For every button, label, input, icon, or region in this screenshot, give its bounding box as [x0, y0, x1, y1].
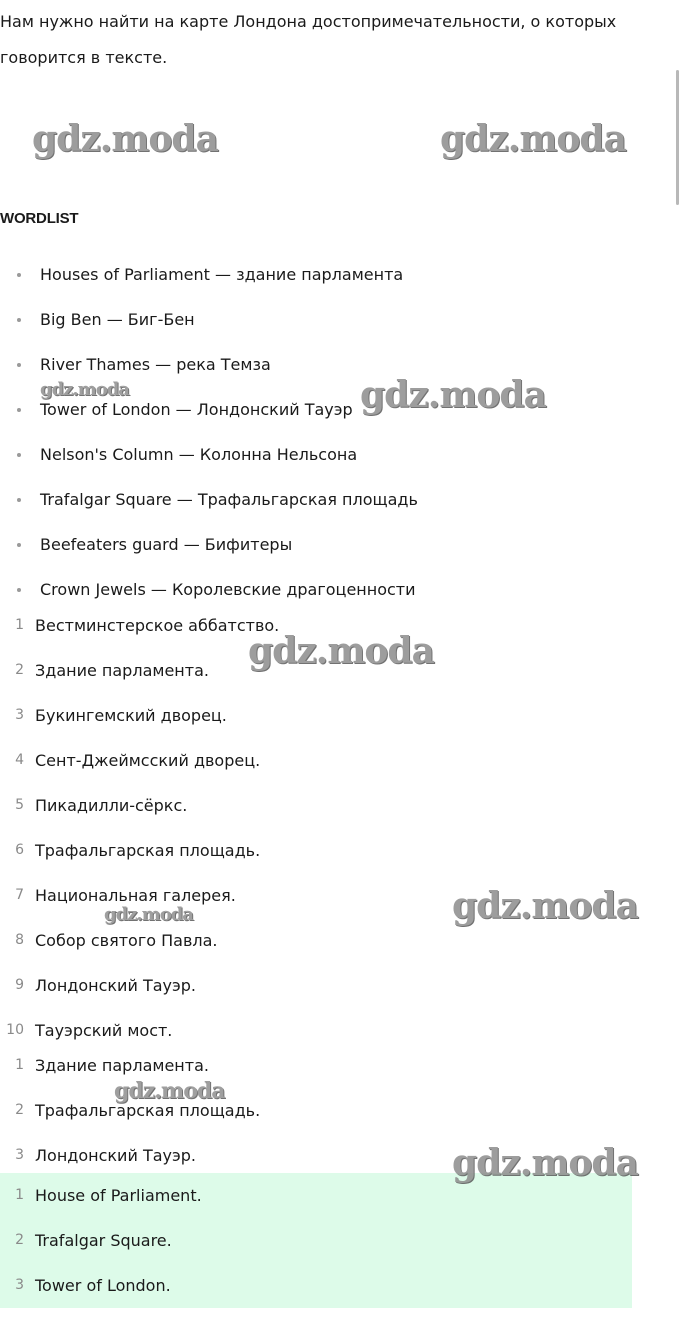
item-text: Тауэрский мост.: [35, 1021, 173, 1040]
item-number: 9: [15, 977, 24, 993]
item-text: House of Parliament.: [35, 1186, 202, 1205]
list-item: [0, 252, 418, 297]
list-item: [0, 603, 279, 648]
item-number: 10: [6, 1022, 24, 1038]
item-text: Собор святого Павла.: [35, 931, 218, 950]
watermark: gdz.moda: [32, 118, 218, 160]
item-text: Вестминстерское аббатство.: [35, 616, 280, 635]
watermark: gdz.moda: [114, 1078, 225, 1104]
wordlist-entry: Tower of London — Лондонский Тауэр: [40, 400, 353, 419]
bullet-icon: [17, 273, 21, 277]
list-item: [0, 522, 418, 567]
wordlist-entry: Nelson's Column — Колонна Нельсона: [40, 445, 358, 464]
landmarks-list: [0, 603, 279, 1053]
list-item: [0, 477, 418, 522]
list-item: [0, 693, 279, 738]
bullet-icon: [17, 498, 21, 502]
wordlist: [0, 252, 418, 612]
item-text: Сент-Джеймсский дворец.: [35, 751, 261, 770]
item-number: 2: [15, 1232, 24, 1248]
item-number: 7: [15, 887, 24, 903]
item-number: 4: [15, 752, 24, 768]
wordlist-entry: River Thames — река Темза: [40, 355, 271, 374]
bullet-icon: [17, 363, 21, 367]
wordlist-entry: Houses of Parliament — здание парламента: [40, 265, 404, 284]
list-item: [0, 783, 279, 828]
bullet-icon: [17, 588, 21, 592]
watermark: gdz.moda: [452, 885, 638, 927]
item-text: Трафальгарская площадь.: [35, 841, 261, 860]
wordlist-entry: Big Ben — Биг-Бен: [40, 310, 195, 329]
item-text: Букингемский дворец.: [35, 706, 227, 725]
item-text: Лондонский Тауэр.: [35, 1146, 197, 1165]
watermark: gdz.moda: [440, 118, 626, 160]
wordlist-entry: Beefeaters guard — Бифитеры: [40, 535, 293, 554]
item-number: 3: [15, 1277, 24, 1293]
bullet-icon: [17, 408, 21, 412]
bullet-icon: [17, 543, 21, 547]
list-item: [0, 1263, 632, 1308]
item-text: Здание парламента.: [35, 661, 209, 680]
list-item: [0, 1133, 260, 1178]
list-item: [0, 963, 279, 1008]
item-text: Лондонский Тауэр.: [35, 976, 197, 995]
item-number: 3: [15, 1147, 24, 1163]
wordlist-entry: Crown Jewels — Королевские драгоценности: [40, 580, 416, 599]
bullet-icon: [17, 318, 21, 322]
intro-text: Нам нужно найти на карте Лондона достопримечательности, о которых говорится в тексте.: [0, 12, 617, 67]
item-text: Пикадилли-сёркс.: [35, 796, 188, 815]
watermark: gdz.moda: [248, 630, 434, 672]
list-item: [0, 297, 418, 342]
item-text: Trafalgar Square.: [35, 1231, 172, 1250]
item-number: 2: [15, 1102, 24, 1118]
item-text: Трафальгарская площадь.: [35, 1101, 261, 1120]
item-number: 3: [15, 707, 24, 723]
wordlist-heading: WORDLIST: [0, 210, 79, 227]
watermark: gdz.moda: [104, 904, 193, 925]
item-number: 1: [15, 1057, 24, 1073]
scrollbar[interactable]: [676, 70, 679, 205]
bullet-icon: [17, 453, 21, 457]
list-item: [0, 738, 279, 783]
item-number: 2: [15, 662, 24, 678]
found-landmarks-list: [0, 1043, 260, 1178]
watermark: gdz.moda: [452, 1142, 638, 1184]
item-text: Национальная галерея.: [35, 886, 236, 905]
list-item: [0, 648, 279, 693]
item-number: 1: [15, 1187, 24, 1203]
watermark: gdz.moda: [360, 374, 546, 416]
item-text: Tower of London.: [35, 1276, 171, 1295]
wordlist-entry: Trafalgar Square — Трафальгарская площадь: [40, 490, 418, 509]
item-number: 6: [15, 842, 24, 858]
item-number: 5: [15, 797, 24, 813]
answer-list: [0, 1173, 632, 1308]
watermark: gdz.moda: [40, 379, 129, 400]
item-text: Здание парламента.: [35, 1056, 209, 1075]
item-number: 1: [15, 617, 24, 633]
list-item: [0, 432, 418, 477]
list-item: [0, 828, 279, 873]
list-item: [0, 1218, 632, 1263]
item-number: 8: [15, 932, 24, 948]
